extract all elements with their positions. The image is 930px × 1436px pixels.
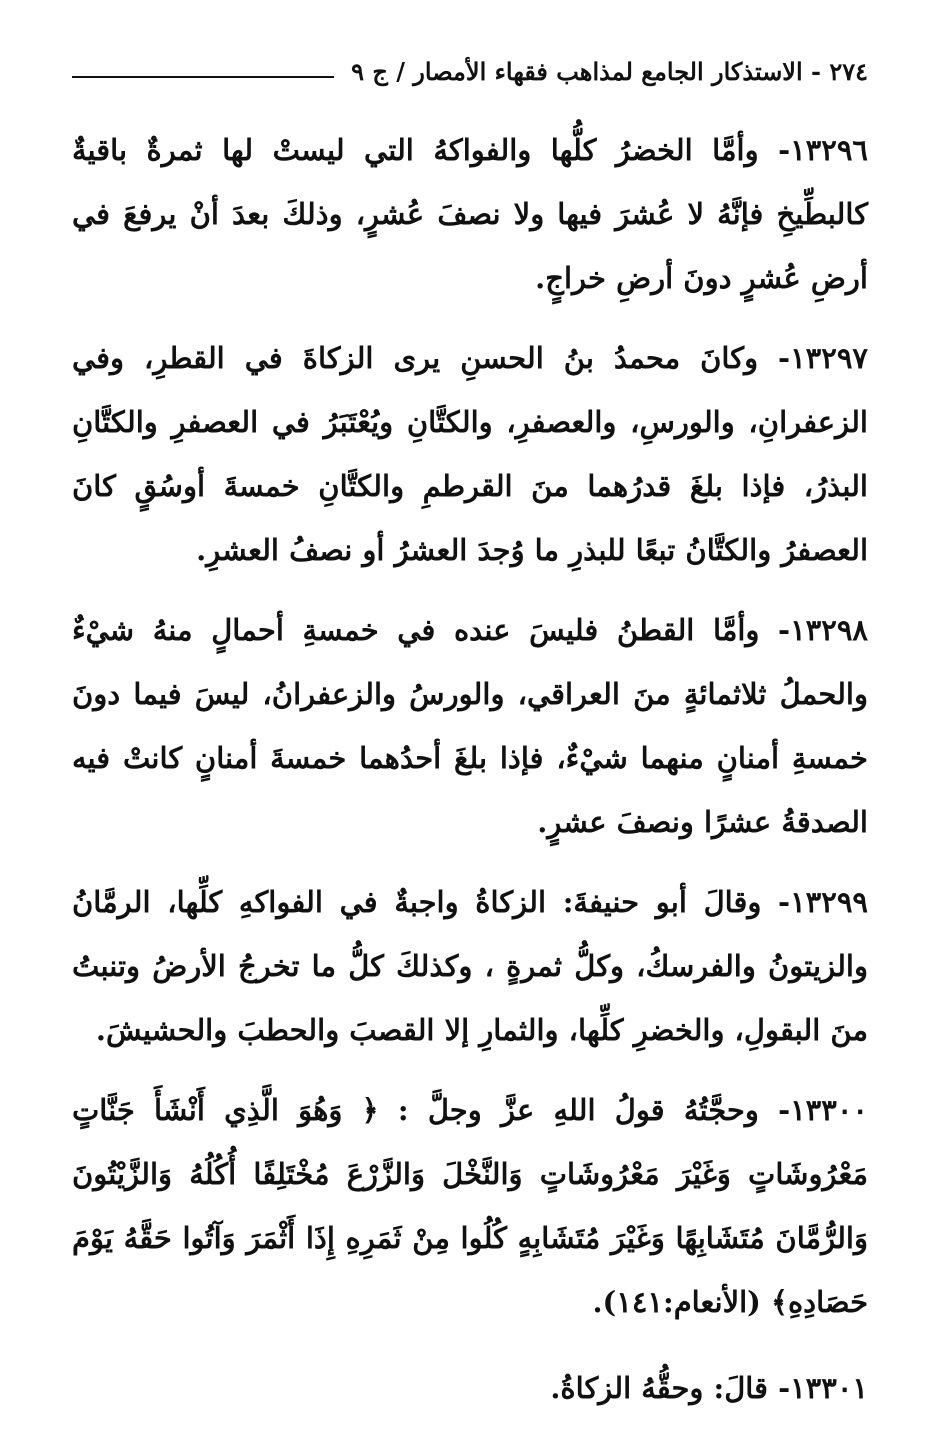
page-body	[72, 118, 868, 1436]
header-rule	[72, 76, 334, 78]
paragraph-text: - وقالَ أبو حنيفةَ: الزكاةُ واجبةٌ في الفواكهِ كلِّها، الرمَّانُ والزيتونُ والفرسكُ، وكلُّ ثمرةٍ ، وكذلكَ كلُّ ما تخرجُ الأرضُ وتنبتُ منَ البقولِ، والخضرِ كلِّها، والثمارِ إلا القصبَ والحطبَ والحشيشَ.	[72, 885, 868, 1047]
paragraph-number: ١٣٢٩٨	[790, 613, 868, 647]
paragraph-13297	[72, 326, 868, 582]
paragraph-text: - قالَ: وحقُّهُ الزكاةُ.	[550, 1371, 791, 1405]
paragraph-text: - وأمَّا الخضرُ كلُّها والفواكهُ التي ليستْ لها ثمرةٌ باقيةٌ كالبطِّيخِ فإنَّهُ لا عُشرَ فيها ولا نصفَ عُشرٍ، وذلكَ بعدَ أنْ يرفعَ في أرضِ عُشرٍ دونَ أرضِ خراجٍ.	[72, 133, 868, 295]
paragraph-number: ١٣٣٠١	[790, 1371, 868, 1405]
paragraph-number: ١٣٢٩٦	[790, 133, 868, 167]
paragraph-13296	[72, 118, 868, 310]
paragraph-13299	[72, 870, 868, 1062]
paragraph-text: - وحجَّتُهُ قولُ اللهِ عزَّ وجلَّ : ﴿ وَهُوَ الَّذِي أَنْشَأَ جَنَّاتٍ مَعْرُوشَاتٍ وَغَيْرَ مَعْرُوشَاتٍ وَالنَّخْلَ وَالزَّرْعَ مُخْتَلِفًا أُكُلُهُ وَالزَّيْتُونَ وَالرُّمَّانَ مُتَشَابِهًا وَغَيْرَ مُتَشَابِهٍ كُلُوا مِنْ ثَمَرِهِ إِذَا أَثْمَرَ وَآتُوا حَقَّهُ يَوْمَ حَصَادِهِ﴾ (الأنعام:١٤١).	[72, 1093, 868, 1319]
paragraph-number: ١٣٣٠٠	[790, 1093, 868, 1127]
paragraph-13301	[72, 1356, 868, 1420]
running-header-title: ٢٧٤ - الاستذكار الجامع لمذاهب فقهاء الأمصار / ج ٩	[351, 57, 868, 86]
paragraph-number: ١٣٢٩٩	[790, 885, 868, 919]
paragraph-13300	[72, 1078, 868, 1334]
paragraph-text: - وكانَ محمدُ بنُ الحسنِ يرى الزكاةَ في القطرِ، وفي الزعفرانِ، والورسِ، والعصفرِ، والكتَّانِ ويُعْتَبَرُ في العصفرِ والكتَّانِ البذرُ، فإذا بلغَ قدرُهما منَ القرطمِ والكتَّانِ خمسةَ أوسُقٍ كانَ العصفرُ والكتَّانُ تبعًا للبذرِ ما وُجدَ العشرُ أو نصفُ العشرِ.	[72, 341, 868, 567]
page-header	[72, 56, 868, 96]
paragraph-number: ١٣٢٩٧	[790, 341, 868, 375]
paragraph-text: - وأمَّا القطنُ فليسَ عنده في خمسةِ أحمالٍ منهُ شيْءٌ والحملُ ثلاثمائةٍ منَ العراقي، والورسُ والزعفرانُ، ليسَ فيما دونَ خمسةِ أمنانٍ منهما شيْءٌ، فإذا بلغَ أحدُهما خمسةَ أمنانٍ كانتْ فيه الصدقةُ عشرًا ونصفَ عشرٍ.	[72, 613, 868, 839]
paragraph-13298	[72, 598, 868, 854]
